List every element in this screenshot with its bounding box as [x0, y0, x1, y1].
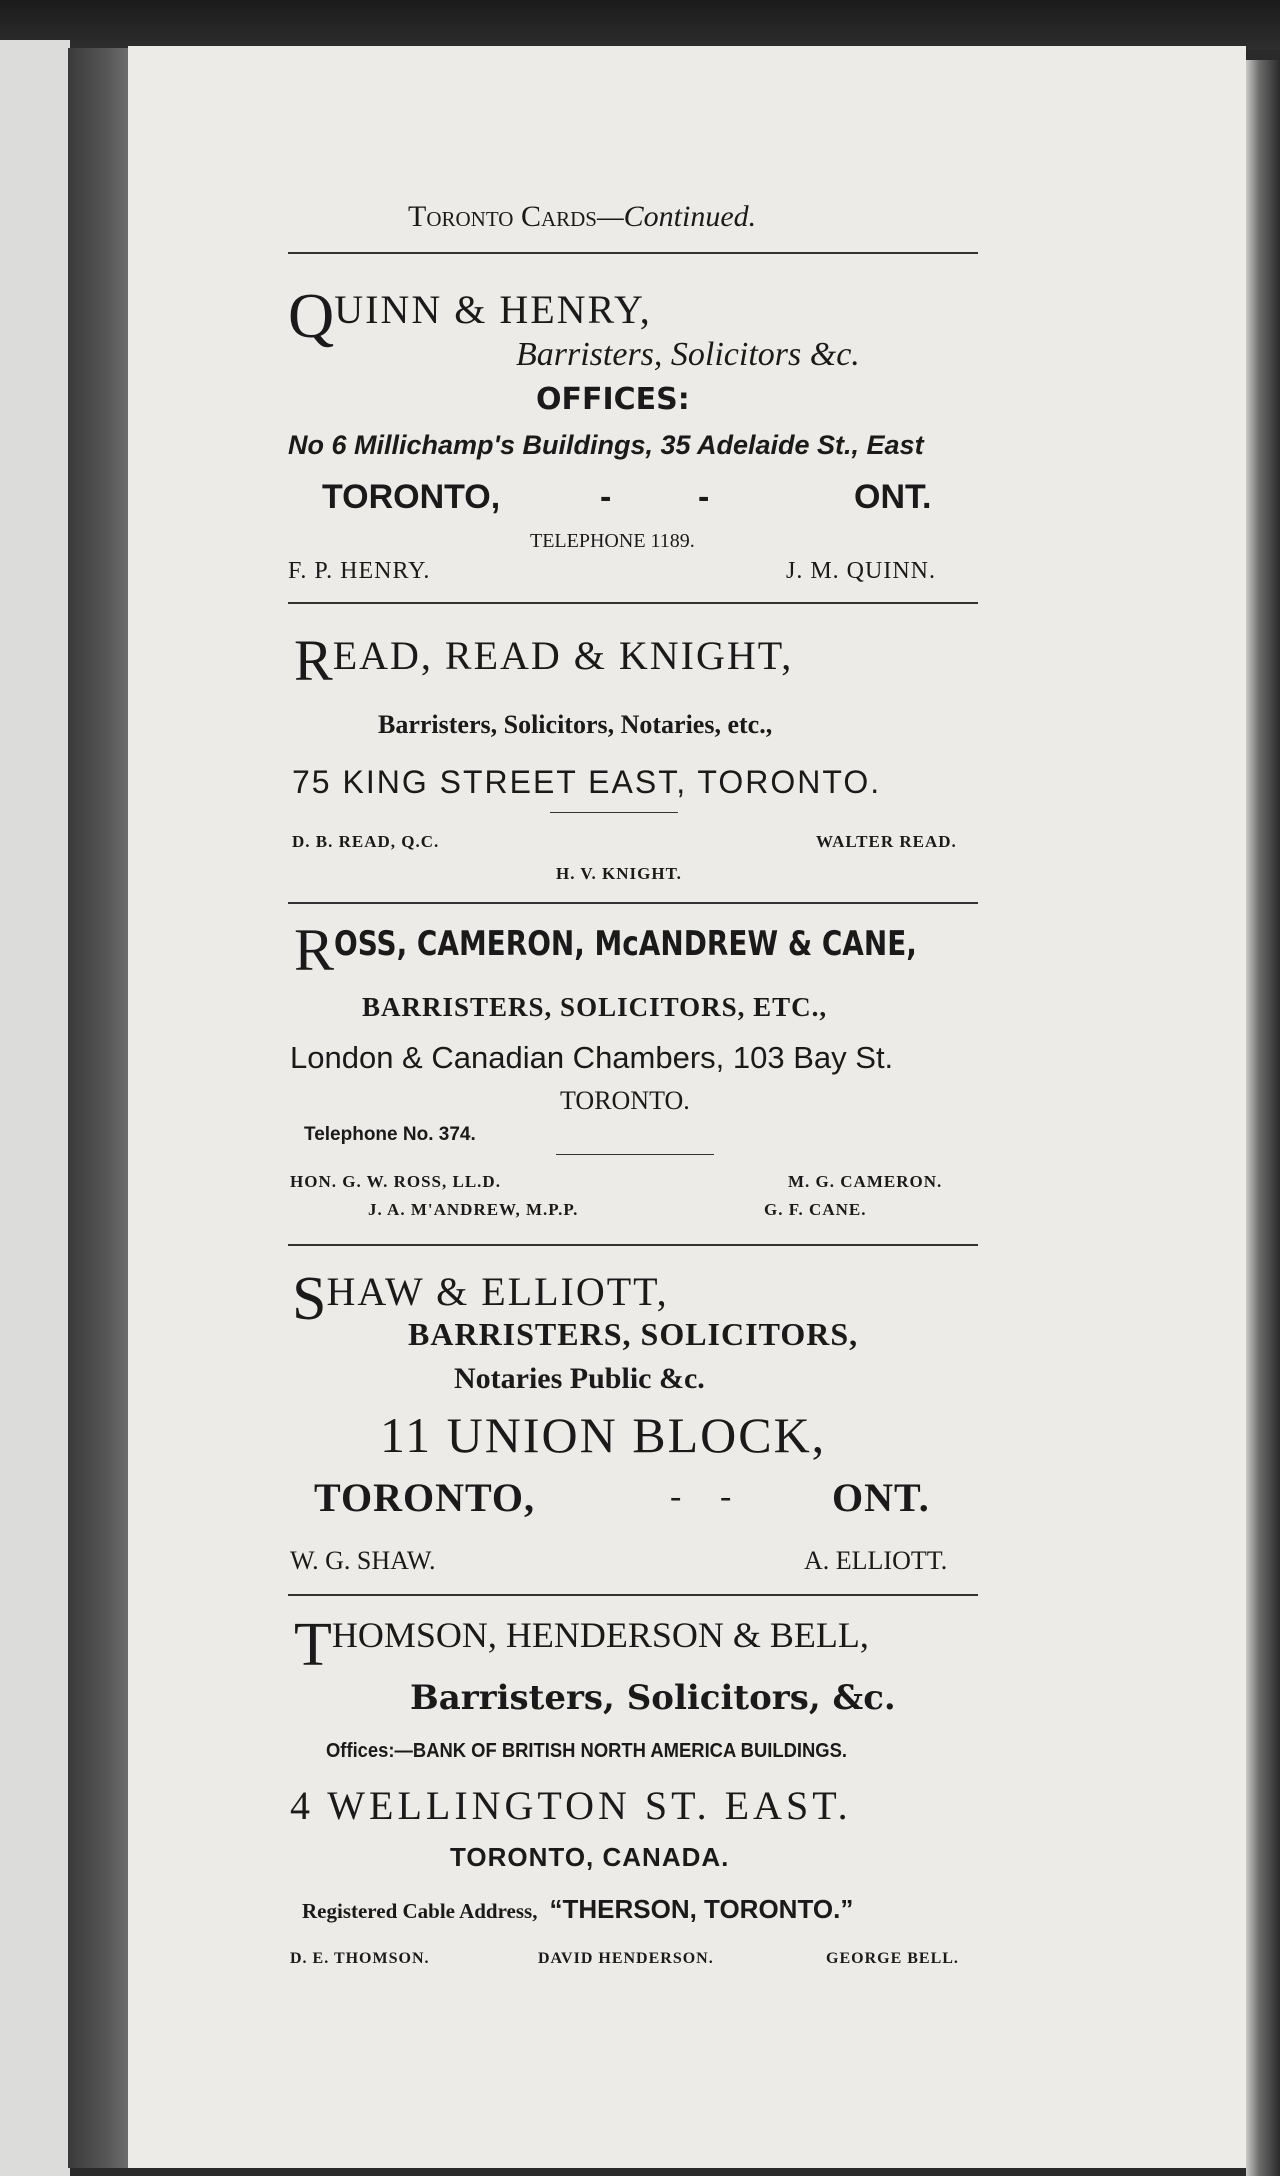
book-spine [68, 48, 130, 2168]
ross-firm-name: OSS, CAMERON, McANDREW & CANE, [334, 924, 917, 964]
ross-address: London & Canadian Chambers, 103 Bay St. [290, 1040, 894, 1075]
ross-short-rule [556, 1154, 714, 1155]
directory-page [128, 46, 1246, 2168]
read-firm-name: EAD, READ & KNIGHT, [332, 633, 794, 678]
page-edge-right [1246, 60, 1280, 2176]
thomson-partner-1: D. E. THOMSON. [290, 1950, 430, 1967]
ross-rule [288, 1244, 978, 1246]
shaw-firm-name: HAW & ELLIOTT, [326, 1269, 669, 1314]
thomson-cable-label: Registered Cable Address, [302, 1899, 538, 1923]
thomson-partner-3: GEORGE BELL. [826, 1950, 959, 1967]
shaw-subtitle: BARRISTERS, SOLICITORS, [408, 1316, 859, 1352]
thomson-partner-2: DAVID HENDERSON. [538, 1950, 714, 1967]
page-header [408, 200, 756, 234]
ross-city: TORONTO. [560, 1086, 690, 1115]
facing-page-edge [0, 40, 70, 2176]
thomson-firm-name: HOMSON, HENDERSON & BELL, [331, 1615, 869, 1655]
read-partner-right: WALTER READ. [816, 832, 957, 851]
ross-telephone: Telephone No. 374. [304, 1124, 476, 1145]
ross-partner-right-1: M. G. CAMERON. [788, 1172, 943, 1191]
read-rule [288, 902, 978, 904]
quinn-subtitle: Barristers, Solicitors &c. [516, 336, 860, 373]
quinn-address: No 6 Millichamp's Buildings, 35 Adelaide St., East [288, 430, 924, 460]
quinn-city: TORONTO, [322, 478, 501, 516]
thomson-initial: T [294, 1611, 332, 1679]
ross-card-heading [294, 917, 1045, 983]
ross-initial: R [294, 917, 335, 983]
header-rule [288, 252, 978, 254]
shaw-rule [288, 1594, 978, 1596]
quinn-dash-1: - [600, 478, 612, 516]
ross-subtitle: BARRISTERS, SOLICITORS, ETC., [362, 992, 828, 1022]
quinn-dash-2: - [698, 478, 710, 516]
read-subtitle: Barristers, Solicitors, Notaries, etc., [378, 710, 773, 739]
quinn-rule [288, 602, 978, 604]
quinn-offices-label: OFFICES: [536, 382, 690, 417]
shaw-province: ONT. [832, 1475, 930, 1520]
thomson-cable [302, 1894, 853, 1925]
header-continued: —Continued. [596, 200, 757, 233]
thomson-subtitle: Barristers, Solicitors, &c. [410, 1678, 896, 1718]
quinn-telephone: TELEPHONE 1189. [530, 530, 695, 552]
read-initial: R [294, 628, 333, 693]
shaw-partner-right: A. ELLIOTT. [804, 1546, 948, 1575]
header-title: Toronto Cards [408, 200, 597, 233]
scan-top-border [0, 0, 1280, 50]
read-partner-center: H. V. KNIGHT. [556, 864, 682, 883]
ross-partner-left-1: HON. G. W. ROSS, LL.D. [290, 1172, 501, 1191]
read-partner-left: D. B. READ, Q.C. [292, 832, 440, 851]
quinn-partner-left: F. P. HENRY. [288, 558, 431, 584]
shaw-partner-left: W. G. SHAW. [290, 1546, 436, 1575]
shaw-dash-2: - [720, 1478, 732, 1515]
ross-partner-right-2: G. F. CANE. [764, 1200, 867, 1219]
quinn-province: ONT. [854, 478, 932, 516]
quinn-initial: Q [288, 280, 335, 351]
read-address: 75 KING STREET EAST, TORONTO. [292, 764, 882, 800]
ross-partner-left-2: J. A. M'ANDREW, M.P.P. [368, 1200, 579, 1219]
read-card-heading [294, 628, 794, 693]
thomson-offices: Offices:—BANK OF BRITISH NORTH AMERICA BUILDINGS. [326, 1740, 848, 1762]
thomson-cable-value: “THERSON, TORONTO.” [549, 1894, 854, 1924]
quinn-partner-right: J. M. QUINN. [786, 558, 936, 584]
shaw-address: 11 UNION BLOCK, [380, 1407, 827, 1463]
shaw-dash-1: - [670, 1478, 682, 1515]
shaw-subtitle-2: Notaries Public &c. [454, 1362, 705, 1395]
thomson-card-heading [294, 1611, 869, 1679]
shaw-city: TORONTO, [314, 1475, 536, 1520]
thomson-address: 4 WELLINGTON ST. EAST. [290, 1783, 852, 1828]
shaw-initial: S [292, 1265, 327, 1333]
quinn-firm-name: UINN & HENRY, [334, 287, 652, 332]
thomson-city: TORONTO, CANADA. [450, 1842, 730, 1872]
read-short-rule [550, 812, 678, 813]
